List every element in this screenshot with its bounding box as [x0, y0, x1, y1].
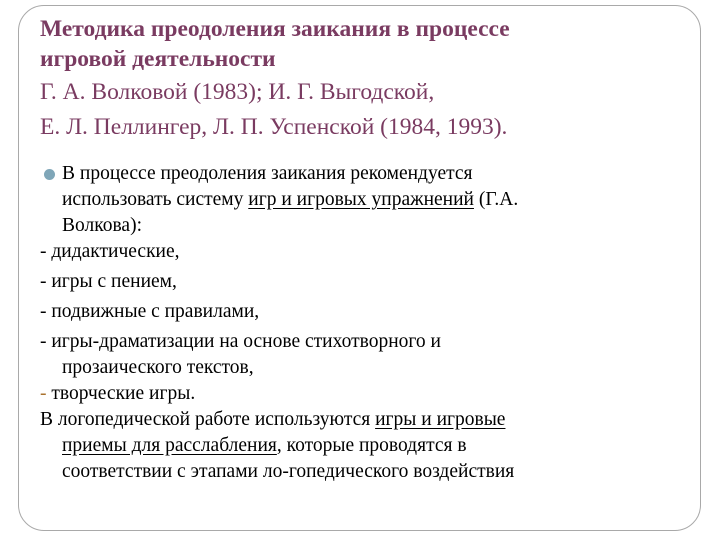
bullet-line-2-author: (Г.А.	[473, 189, 519, 210]
list-item-didactic: - дидактические,	[40, 241, 180, 262]
bullet-line-3: Волкова):	[62, 215, 142, 236]
final-line-2	[40, 433, 680, 459]
list-item-dramatization-cont: прозаического текстов,	[62, 357, 254, 378]
title-line-2: игровой деятельности	[40, 46, 276, 72]
underlined-relaxation: приемы для расслабления	[62, 435, 277, 456]
slide-title	[40, 14, 700, 144]
list-item-creative	[40, 381, 680, 407]
list-item-singing: - игры с пением,	[40, 271, 177, 292]
title-authors-line-1: Г. А. Волковой (1983); И. Г. Выгодской,	[40, 79, 435, 105]
slide-body	[40, 161, 680, 485]
bullet-paragraph	[40, 161, 680, 239]
final-line-1-text: В логопедической работе используются	[40, 409, 376, 430]
final-line-2-text: , которые проводятся в	[276, 435, 467, 456]
final-line-1	[40, 407, 680, 433]
list-item-dramatization: - игры-драматизации на основе стихотворного и	[40, 331, 441, 352]
bullet-line-2	[62, 187, 680, 213]
final-line-3: соответствии с этапами ло-гопедического воздействия	[62, 461, 515, 482]
creative-text: творческие игры.	[46, 383, 196, 404]
list-item-mobile: - подвижные с правилами,	[40, 301, 260, 322]
creative-dash: -	[40, 383, 47, 404]
underlined-games-exercises: игр и игровых упражнений	[248, 189, 474, 210]
bullet-line-2-text: использовать систему	[62, 189, 249, 210]
title-authors-line-2: Е. Л. Пеллингер, Л. П. Успенской (1984, 1993).	[40, 114, 508, 140]
title-line-1: Методика преодоления заикания в процессе	[40, 16, 510, 42]
bullet-dot-icon	[44, 169, 55, 180]
bullet-line-1: В процессе преодоления заикания рекомендуется	[62, 163, 473, 184]
underlined-games-techniques: игры и игровые	[375, 409, 506, 430]
